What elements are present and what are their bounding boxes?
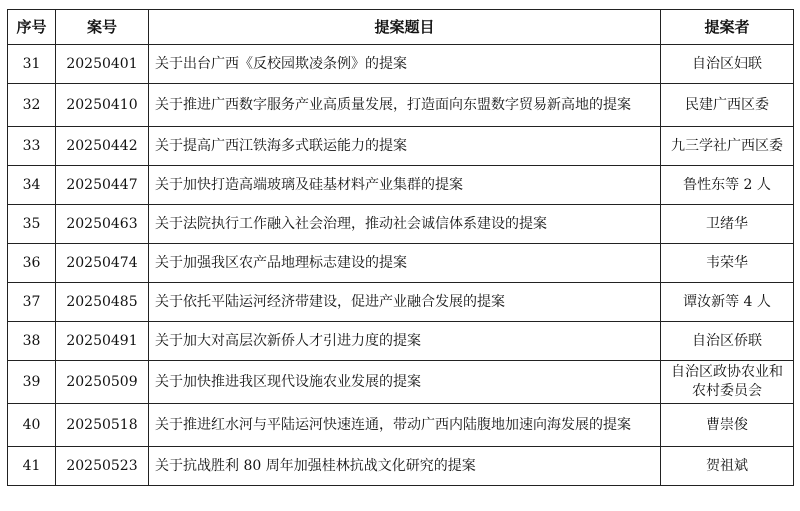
proposal-title-cell: 关于法院执行工作融入社会治理，推动社会诚信体系建设的提案 xyxy=(149,205,661,244)
serial-number-cell: 32 xyxy=(8,84,56,127)
table-row xyxy=(8,447,794,486)
case-number-cell: 20250447 xyxy=(56,166,149,205)
table-row xyxy=(8,205,794,244)
proposer-cell: 卫绪华 xyxy=(661,205,794,244)
table-header-row xyxy=(8,10,794,45)
proposal-table xyxy=(7,9,794,486)
case-number-cell: 20250463 xyxy=(56,205,149,244)
case-number-cell: 20250518 xyxy=(56,404,149,447)
case-number-cell: 20250523 xyxy=(56,447,149,486)
proposal-title-cell: 关于抗战胜利 80 周年加强桂林抗战文化研究的提案 xyxy=(149,447,661,486)
header-serial-number: 序号 xyxy=(8,10,56,45)
table-row xyxy=(8,404,794,447)
proposal-title-cell: 关于依托平陆运河经济带建设，促进产业融合发展的提案 xyxy=(149,283,661,322)
proposer-cell: 谭汝新等 4 人 xyxy=(661,283,794,322)
proposal-title-cell: 关于加大对高层次新侨人才引进力度的提案 xyxy=(149,322,661,361)
table-row xyxy=(8,322,794,361)
case-number-cell: 20250442 xyxy=(56,127,149,166)
proposal-title-cell: 关于出台广西《反校园欺凌条例》的提案 xyxy=(149,45,661,84)
case-number-cell: 20250401 xyxy=(56,45,149,84)
case-number-cell: 20250474 xyxy=(56,244,149,283)
serial-number-cell: 35 xyxy=(8,205,56,244)
proposal-title-cell: 关于加快推进我区现代设施农业发展的提案 xyxy=(149,361,661,404)
header-proposer: 提案者 xyxy=(661,10,794,45)
proposal-title-cell: 关于加快打造高端玻璃及硅基材料产业集群的提案 xyxy=(149,166,661,205)
serial-number-cell: 37 xyxy=(8,283,56,322)
proposer-cell: 贺祖斌 xyxy=(661,447,794,486)
table-row xyxy=(8,361,794,404)
serial-number-cell: 39 xyxy=(8,361,56,404)
case-number-cell: 20250491 xyxy=(56,322,149,361)
proposer-cell: 鲁性东等 2 人 xyxy=(661,166,794,205)
proposer-cell: 九三学社广西区委 xyxy=(661,127,794,166)
case-number-cell: 20250485 xyxy=(56,283,149,322)
proposal-title-cell: 关于加强我区农产品地理标志建设的提案 xyxy=(149,244,661,283)
case-number-cell: 20250509 xyxy=(56,361,149,404)
case-number-cell: 20250410 xyxy=(56,84,149,127)
proposer-cell: 韦荣华 xyxy=(661,244,794,283)
proposal-title-cell: 关于提高广西江铁海多式联运能力的提案 xyxy=(149,127,661,166)
serial-number-cell: 31 xyxy=(8,45,56,84)
proposal-title-cell: 关于推进红水河与平陆运河快速连通，带动广西内陆腹地加速向海发展的提案 xyxy=(149,404,661,447)
header-proposal-title: 提案题目 xyxy=(149,10,661,45)
table-row xyxy=(8,244,794,283)
table-row xyxy=(8,166,794,205)
serial-number-cell: 36 xyxy=(8,244,56,283)
serial-number-cell: 34 xyxy=(8,166,56,205)
table-row xyxy=(8,283,794,322)
serial-number-cell: 33 xyxy=(8,127,56,166)
table-row xyxy=(8,84,794,127)
serial-number-cell: 40 xyxy=(8,404,56,447)
table-row xyxy=(8,127,794,166)
proposer-cell: 自治区政协农业和农村委员会 xyxy=(661,361,794,404)
proposal-table-container xyxy=(7,9,793,486)
proposer-cell: 曹崇俊 xyxy=(661,404,794,447)
proposer-cell: 自治区侨联 xyxy=(661,322,794,361)
proposer-cell: 民建广西区委 xyxy=(661,84,794,127)
proposal-title-cell: 关于推进广西数字服务产业高质量发展，打造面向东盟数字贸易新高地的提案 xyxy=(149,84,661,127)
table-row xyxy=(8,45,794,84)
serial-number-cell: 41 xyxy=(8,447,56,486)
serial-number-cell: 38 xyxy=(8,322,56,361)
header-case-number: 案号 xyxy=(56,10,149,45)
proposer-cell: 自治区妇联 xyxy=(661,45,794,84)
